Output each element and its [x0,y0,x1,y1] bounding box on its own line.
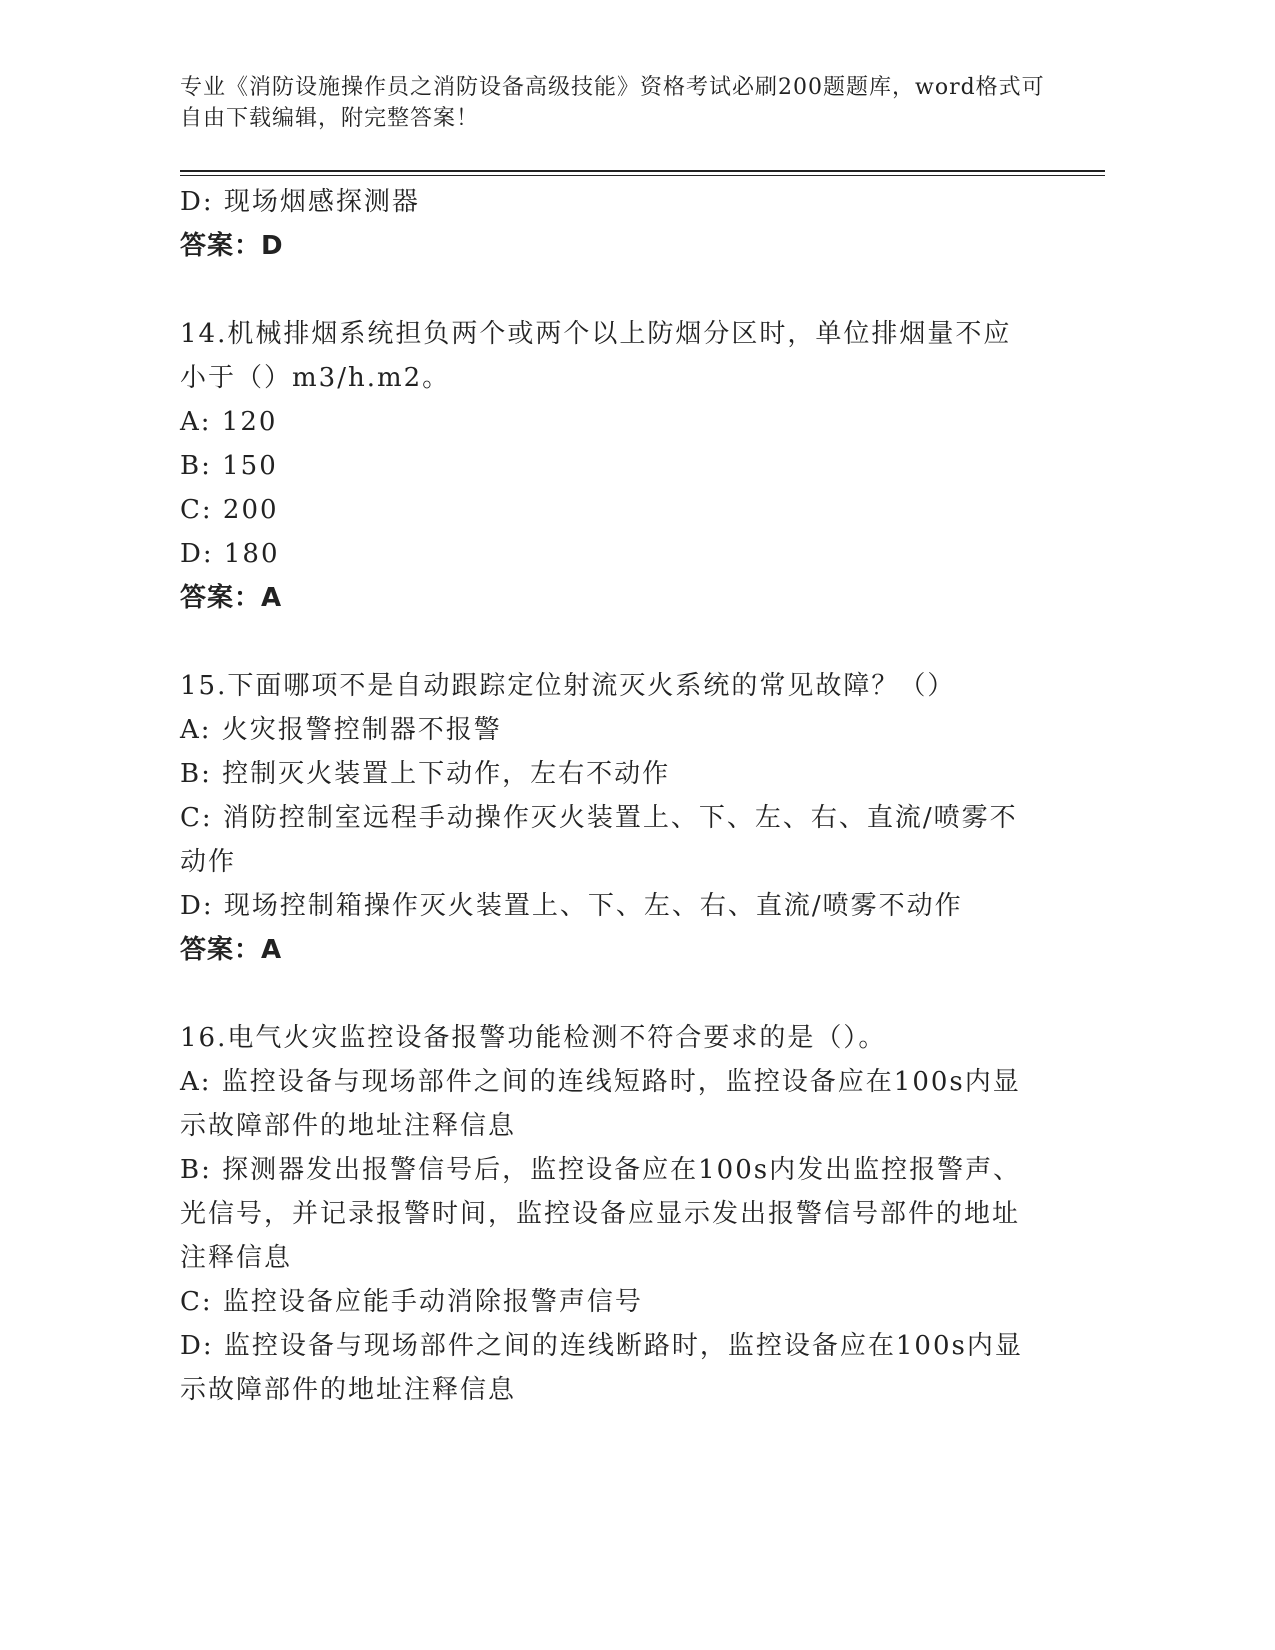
question-15-option-b: B: 控制灭火装置上下动作，左右不动作 [180,759,671,789]
question-14-option-a: A: 120 [180,407,278,437]
question-15-option-a: A: 火灾报警控制器不报警 [180,715,502,745]
header-rule-thin [180,175,1105,176]
question-14-answer: 答案：A [180,583,283,613]
prev-answer: 答案：D [180,231,284,261]
question-15-stem: 15.下面哪项不是自动跟踪定位射流灭火系统的常见故障？（） [180,671,956,701]
question-16-option-c: C: 监控设备应能手动消除报警声信号 [180,1287,643,1317]
spacer [180,972,1030,1016]
question-14-option-d: D: 180 [180,539,280,569]
prev-option-d: D: 现场烟感探测器 [180,187,420,217]
document-header: 专业《消防设施操作员之消防设备高级技能》资格考试必刷200题题库，word格式可自由下载编辑，附完整答案！ [180,75,1045,131]
question-content [180,180,1030,1412]
spacer [180,620,1030,664]
question-14-option-b: B: 150 [180,451,278,481]
question-16-stem: 16.电气火灾监控设备报警功能检测不符合要求的是（）。 [180,1023,887,1053]
question-15-option-d: D: 现场控制箱操作灭火装置上、下、左、右、直流/喷雾不动作 [180,891,963,921]
question-15-answer: 答案：A [180,935,283,965]
question-16-option-b: B: 探测器发出报警信号后，监控设备应在100s内发出监控报警声、光信号，并记录报警时间，监控设备应显示发出报警信号部件的地址注释信息 [180,1155,1022,1273]
spacer [180,268,1030,312]
question-16-option-d: D: 监控设备与现场部件之间的连线断路时，监控设备应在100s内显示故障部件的地址注释信息 [180,1331,1023,1405]
header-rule [180,170,1105,172]
question-14-stem: 14.机械排烟系统担负两个或两个以上防烟分区时，单位排烟量不应小于（）m3/h.m2。 [180,319,1012,393]
question-14-option-c: C: 200 [180,495,279,525]
question-16-option-a: A: 监控设备与现场部件之间的连线短路时，监控设备应在100s内显示故障部件的地址注释信息 [180,1067,1021,1141]
question-15-option-c: C: 消防控制室远程手动操作灭火装置上、下、左、右、直流/喷雾不动作 [180,803,1018,877]
